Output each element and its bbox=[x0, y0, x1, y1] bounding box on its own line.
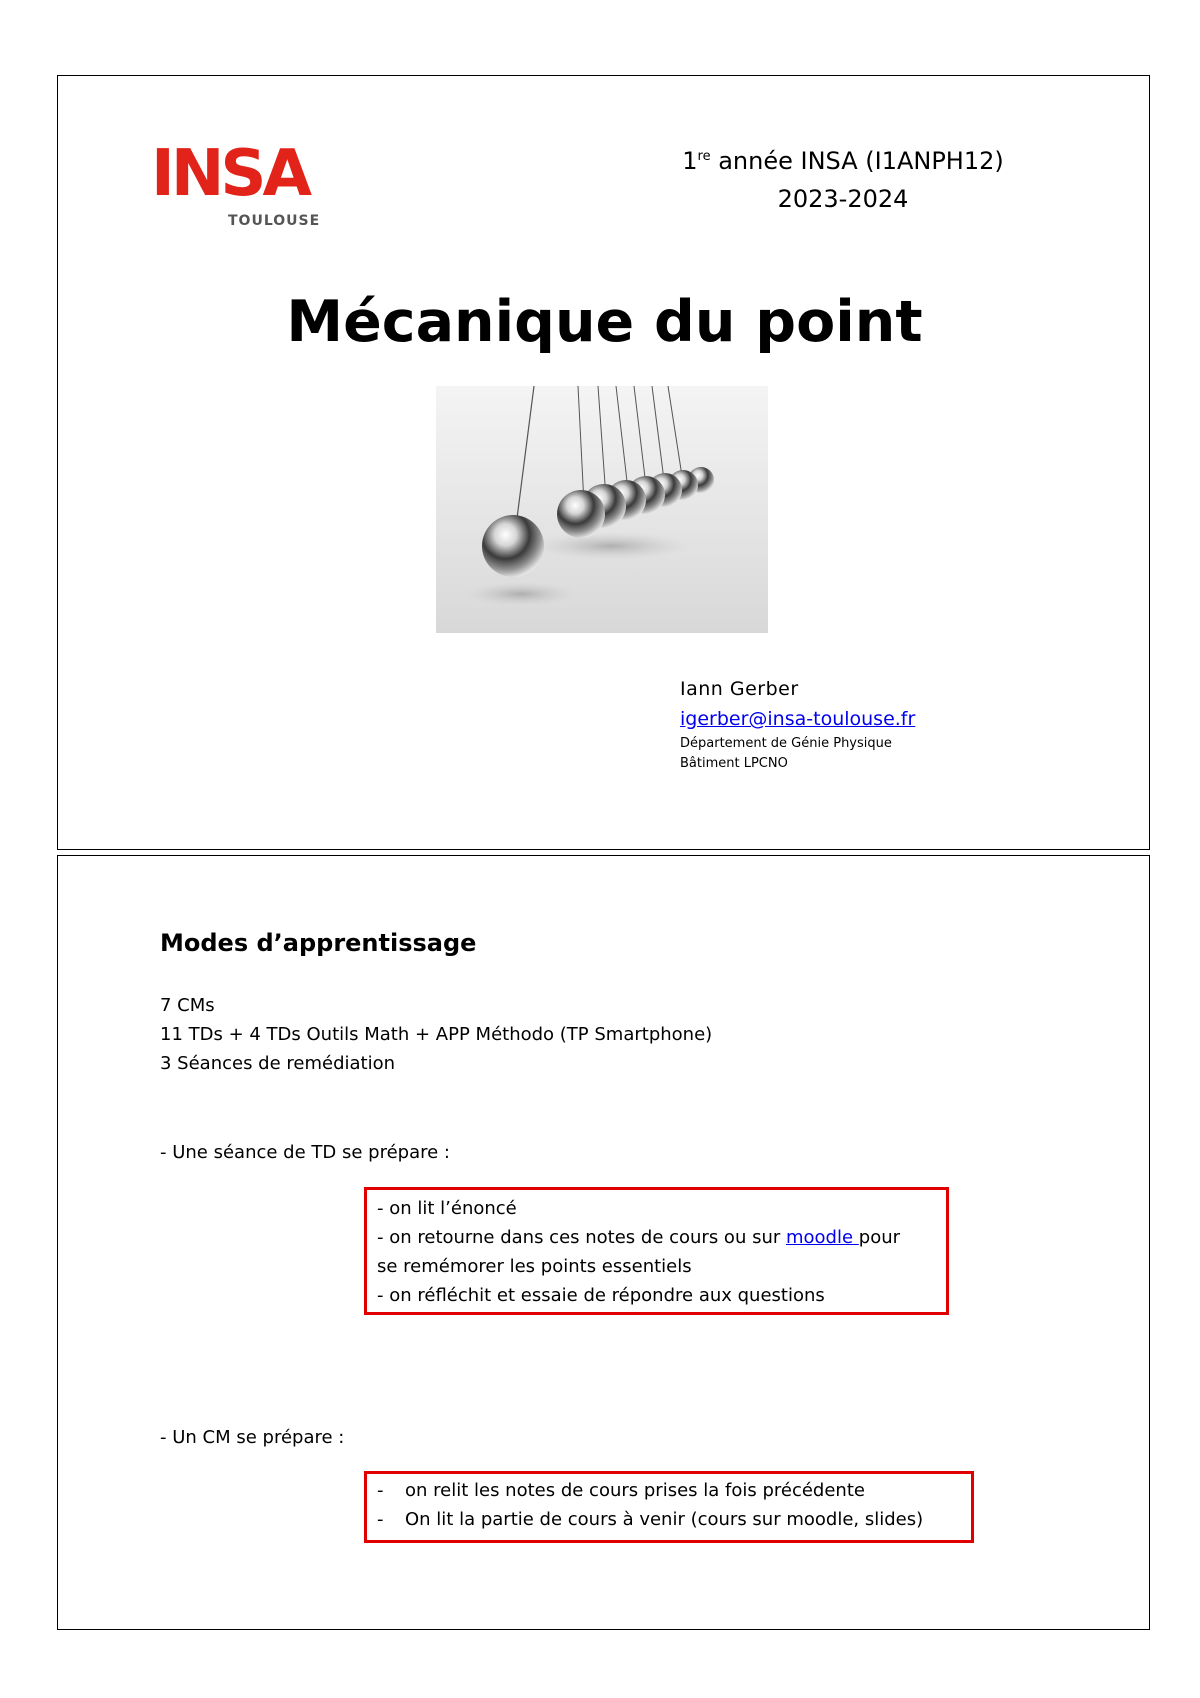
td-step: - on retourne dans ces notes de cours ou sur moodle pour bbox=[377, 1227, 901, 1248]
cm-step: - on relit les notes de cours prises la fois précédente bbox=[377, 1480, 865, 1501]
td-step: - on lit l’énoncé bbox=[377, 1198, 517, 1219]
author-name: Iann Gerber bbox=[680, 678, 799, 700]
course-level: 1re année INSA (I1ANPH12) bbox=[682, 147, 1004, 175]
logo-city: TOULOUSE bbox=[228, 213, 321, 229]
section-heading: Modes d’apprentissage bbox=[160, 929, 477, 957]
logo-wordmark: INSA bbox=[151, 137, 308, 211]
page-title: Mécanique du point bbox=[286, 289, 923, 355]
slide-title bbox=[57, 75, 1150, 850]
author-department: Département de Génie Physique bbox=[680, 736, 892, 751]
td-step: - on réfléchit et essaie de répondre aux questions bbox=[377, 1285, 825, 1306]
list-item: 3 Séances de remédiation bbox=[160, 1053, 396, 1074]
moodle-link[interactable]: moodle bbox=[785, 1227, 859, 1248]
td-prep-box bbox=[364, 1187, 949, 1315]
course-composition bbox=[160, 991, 712, 1078]
author-info bbox=[680, 674, 1100, 774]
cm-step: - On lit la partie de cours à venir (cours sur moodle, slides) bbox=[377, 1509, 924, 1530]
academic-year: 2023-2024 bbox=[777, 185, 909, 213]
insa-logo bbox=[151, 136, 331, 236]
course-info bbox=[618, 138, 1068, 218]
list-item: 11 TDs + 4 TDs Outils Math + APP Méthodo (TP Smartphone) bbox=[160, 1024, 713, 1045]
author-email-link[interactable]: igerber@insa-toulouse.fr bbox=[680, 708, 916, 730]
td-step: se remémorer les points essentiels bbox=[377, 1256, 692, 1277]
slide-learning-modes bbox=[57, 855, 1150, 1630]
author-building: Bâtiment LPCNO bbox=[680, 756, 788, 771]
cm-prep-intro: - Un CM se prépare : bbox=[160, 1427, 345, 1448]
cm-prep-box bbox=[364, 1471, 974, 1543]
td-prep-intro: - Une séance de TD se prépare : bbox=[160, 1142, 450, 1163]
list-item: 7 CMs bbox=[160, 995, 215, 1016]
ordinal-suffix: re bbox=[697, 149, 711, 164]
newtons-cradle-image bbox=[436, 386, 768, 633]
